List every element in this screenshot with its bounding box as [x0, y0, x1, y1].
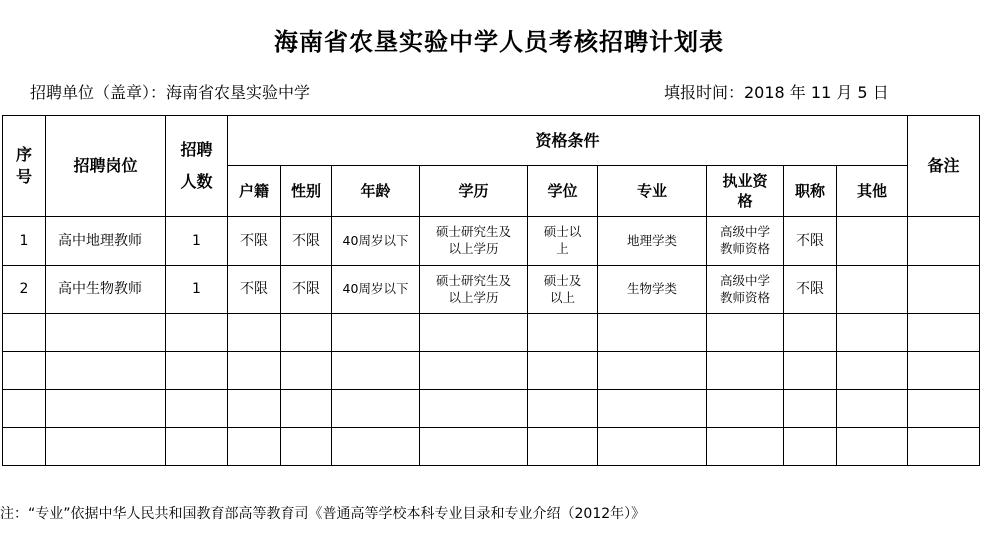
header-hukou: 户籍 [228, 166, 281, 217]
cell-remark [908, 217, 980, 266]
header-gender: 性别 [281, 166, 332, 217]
empty-row [3, 314, 980, 352]
cell-other [837, 266, 908, 314]
cell-position: 高中地理教师 [46, 217, 166, 266]
page-title: 海南省农垦实验中学人员考核招聘计划表 [274, 28, 724, 56]
cell-hukou: 不限 [228, 266, 281, 314]
cell-major: 地理学类 [598, 217, 707, 266]
cell-gender: 不限 [281, 217, 332, 266]
header-remark: 备注 [908, 116, 980, 217]
table-row [3, 217, 980, 266]
header-major: 专业 [598, 166, 707, 217]
header-qualifications: 资格条件 [228, 116, 908, 166]
header-position: 招聘岗位 [46, 116, 166, 217]
table-row [3, 266, 980, 314]
header-degree: 学位 [528, 166, 598, 217]
header-title: 职称 [784, 166, 837, 217]
cell-license: 高级中学教师资格 [707, 217, 784, 266]
cell-other [837, 217, 908, 266]
empty-row [3, 428, 980, 466]
header-other: 其他 [837, 166, 908, 217]
cell-major: 生物学类 [598, 266, 707, 314]
cell-remark [908, 266, 980, 314]
cell-title: 不限 [784, 266, 837, 314]
cell-education: 硕士研究生及以上学历 [420, 217, 528, 266]
cell-count: 1 [166, 266, 228, 314]
recruiting-unit: 招聘单位（盖章）：海南省农垦实验中学 [30, 83, 311, 102]
report-date: 填报时间：2018 年 11 月 5 日 [664, 83, 889, 102]
header-education: 学历 [420, 166, 528, 217]
cell-gender: 不限 [281, 266, 332, 314]
cell-license: 高级中学教师资格 [707, 266, 784, 314]
recruitment-plan-table [2, 115, 980, 466]
cell-degree: 硕士及以上 [528, 266, 598, 314]
cell-count: 1 [166, 217, 228, 266]
empty-row [3, 390, 980, 428]
cell-education: 硕士研究生及以上学历 [420, 266, 528, 314]
cell-degree: 硕士以上 [528, 217, 598, 266]
header-seq: 序号 [3, 116, 46, 217]
cell-position: 高中生物教师 [46, 266, 166, 314]
cell-seq: 1 [3, 217, 46, 266]
cell-hukou: 不限 [228, 217, 281, 266]
cell-seq: 2 [3, 266, 46, 314]
header-license: 执业资格 [707, 166, 784, 217]
footnote: 注：“专业”依据中华人民共和国教育部高等教育司《普通高等学校本科专业目录和专业介绍（2012年）》 [0, 506, 646, 522]
empty-row [3, 352, 980, 390]
cell-age: 40周岁以下 [332, 217, 420, 266]
cell-age: 40周岁以下 [332, 266, 420, 314]
header-age: 年龄 [332, 166, 420, 217]
cell-title: 不限 [784, 217, 837, 266]
header-count: 招聘人数 [166, 116, 228, 217]
